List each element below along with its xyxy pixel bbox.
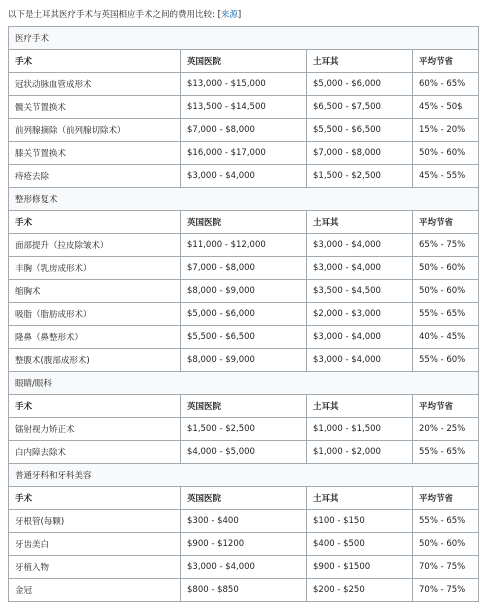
turkey-price-cell: $400 - $500 xyxy=(307,533,413,556)
procedure-cell: 痔疮去除 xyxy=(9,165,181,188)
procedure-cell: 髋关节置换术 xyxy=(9,96,181,119)
table-row xyxy=(9,142,479,165)
procedure-cell: 隆鼻（鼻整形术） xyxy=(9,326,181,349)
uk-price-cell: $900 - $1200 xyxy=(181,533,307,556)
turkey-price-cell: $2,000 - $3,000 xyxy=(307,303,413,326)
section-title: 普通牙科和牙科美容 xyxy=(9,464,479,487)
uk-price-cell: $3,000 - $4,000 xyxy=(181,556,307,579)
saving-cell: 55% - 65% xyxy=(413,303,479,326)
table-row xyxy=(9,556,479,579)
section-header-row xyxy=(9,27,479,50)
section-header-row xyxy=(9,372,479,395)
table-row xyxy=(9,280,479,303)
procedure-cell: 冠状动脉血管成形术 xyxy=(9,73,181,96)
header-average-saving: 平均节省 xyxy=(413,50,479,73)
header-uk-hospital: 英国医院 xyxy=(181,50,307,73)
table-row xyxy=(9,234,479,257)
header-turkey: 土耳其 xyxy=(307,50,413,73)
turkey-price-cell: $7,000 - $8,000 xyxy=(307,142,413,165)
turkey-price-cell: $6,500 - $7,500 xyxy=(307,96,413,119)
turkey-price-cell: $3,000 - $4,000 xyxy=(307,349,413,372)
saving-cell: 70% - 75% xyxy=(413,579,479,602)
intro-close-bracket: ] xyxy=(237,10,242,20)
procedure-cell: 整腹术(腹部成形术) xyxy=(9,349,181,372)
source-link[interactable]: 来源 xyxy=(220,10,238,20)
procedure-cell: 面部提升（拉皮除皱术） xyxy=(9,234,181,257)
table-row xyxy=(9,257,479,280)
saving-cell: 50% - 60% xyxy=(413,257,479,280)
procedure-cell: 牙植入物 xyxy=(9,556,181,579)
turkey-price-cell: $200 - $250 xyxy=(307,579,413,602)
turkey-price-cell: $3,500 - $4,500 xyxy=(307,280,413,303)
turkey-price-cell: $100 - $150 xyxy=(307,510,413,533)
section-title: 整形修复术 xyxy=(9,188,479,211)
uk-price-cell: $5,500 - $6,500 xyxy=(181,326,307,349)
column-header-row xyxy=(9,487,479,510)
uk-price-cell: $7,000 - $8,000 xyxy=(181,257,307,280)
turkey-price-cell: $5,500 - $6,500 xyxy=(307,119,413,142)
table-row xyxy=(9,73,479,96)
saving-cell: 45% - 55% xyxy=(413,165,479,188)
header-uk-hospital: 英国医院 xyxy=(181,487,307,510)
procedure-cell: 白内障去除术 xyxy=(9,441,181,464)
uk-price-cell: $7,000 - $8,000 xyxy=(181,119,307,142)
header-uk-hospital: 英国医院 xyxy=(181,211,307,234)
saving-cell: 70% - 75% xyxy=(413,556,479,579)
table-row xyxy=(9,119,479,142)
uk-price-cell: $800 - $850 xyxy=(181,579,307,602)
header-average-saving: 平均节省 xyxy=(413,395,479,418)
section-header-row xyxy=(9,464,479,487)
header-uk-hospital: 英国医院 xyxy=(181,395,307,418)
section-title: 医疗手术 xyxy=(9,27,479,50)
turkey-price-cell: $5,000 - $6,000 xyxy=(307,73,413,96)
table-row xyxy=(9,441,479,464)
header-turkey: 土耳其 xyxy=(307,211,413,234)
table-row xyxy=(9,349,479,372)
procedure-cell: 丰胸（乳房成形术） xyxy=(9,257,181,280)
saving-cell: 55% - 60% xyxy=(413,349,479,372)
turkey-price-cell: $1,500 - $2,500 xyxy=(307,165,413,188)
procedure-cell: 牙根管(每颗) xyxy=(9,510,181,533)
header-turkey: 土耳其 xyxy=(307,487,413,510)
procedure-cell: 膝关节置换术 xyxy=(9,142,181,165)
procedure-cell: 牙齿美白 xyxy=(9,533,181,556)
saving-cell: 40% - 45% xyxy=(413,326,479,349)
table-row xyxy=(9,533,479,556)
header-turkey: 土耳其 xyxy=(307,395,413,418)
header-procedure: 手术 xyxy=(9,395,181,418)
header-average-saving: 平均节省 xyxy=(413,211,479,234)
table-row xyxy=(9,165,479,188)
uk-price-cell: $3,000 - $4,000 xyxy=(181,165,307,188)
uk-price-cell: $13,500 - $14,500 xyxy=(181,96,307,119)
uk-price-cell: $11,000 - $12,000 xyxy=(181,234,307,257)
uk-price-cell: $16,000 - $17,000 xyxy=(181,142,307,165)
uk-price-cell: $8,000 - $9,000 xyxy=(181,349,307,372)
saving-cell: 50% - 60% xyxy=(413,142,479,165)
procedure-cell: 吸脂（脂肪成形术） xyxy=(9,303,181,326)
header-average-saving: 平均节省 xyxy=(413,487,479,510)
uk-price-cell: $4,000 - $5,000 xyxy=(181,441,307,464)
header-procedure: 手术 xyxy=(9,211,181,234)
procedure-cell: 缩胸术 xyxy=(9,280,181,303)
column-header-row xyxy=(9,211,479,234)
saving-cell: 65% - 75% xyxy=(413,234,479,257)
table-row xyxy=(9,510,479,533)
table-row xyxy=(9,303,479,326)
intro-line xyxy=(8,6,496,24)
procedure-cell: 镭射视力矫正术 xyxy=(9,418,181,441)
table-row xyxy=(9,579,479,602)
saving-cell: 50% - 60% xyxy=(413,280,479,303)
saving-cell: 60% - 65% xyxy=(413,73,479,96)
header-procedure: 手术 xyxy=(9,487,181,510)
cost-comparison-table xyxy=(8,26,479,602)
header-procedure: 手术 xyxy=(9,50,181,73)
uk-price-cell: $1,500 - $2,500 xyxy=(181,418,307,441)
saving-cell: 55% - 65% xyxy=(413,510,479,533)
turkey-price-cell: $1,000 - $1,500 xyxy=(307,418,413,441)
table-row xyxy=(9,96,479,119)
turkey-price-cell: $1,000 - $2,000 xyxy=(307,441,413,464)
procedure-cell: 金冠 xyxy=(9,579,181,602)
table-row xyxy=(9,418,479,441)
turkey-price-cell: $3,000 - $4,000 xyxy=(307,234,413,257)
uk-price-cell: $300 - $400 xyxy=(181,510,307,533)
saving-cell: 55% - 65% xyxy=(413,441,479,464)
procedure-cell: 前列腺摘除（前列腺切除术） xyxy=(9,119,181,142)
saving-cell: 50% - 60% xyxy=(413,533,479,556)
section-title: 眼睛/眼科 xyxy=(9,372,479,395)
uk-price-cell: $5,000 - $6,000 xyxy=(181,303,307,326)
column-header-row xyxy=(9,50,479,73)
table-row xyxy=(9,326,479,349)
section-header-row xyxy=(9,188,479,211)
column-header-row xyxy=(9,395,479,418)
table-body xyxy=(9,27,479,602)
saving-cell: 20% - 25% xyxy=(413,418,479,441)
turkey-price-cell: $3,000 - $4,000 xyxy=(307,326,413,349)
uk-price-cell: $13,000 - $15,000 xyxy=(181,73,307,96)
saving-cell: 45% - 50$ xyxy=(413,96,479,119)
saving-cell: 15% - 20% xyxy=(413,119,479,142)
uk-price-cell: $8,000 - $9,000 xyxy=(181,280,307,303)
turkey-price-cell: $900 - $1500 xyxy=(307,556,413,579)
turkey-price-cell: $3,000 - $4,000 xyxy=(307,257,413,280)
intro-text: 以下是土耳其医疗手术与英国相应手术之间的费用比较: [ xyxy=(8,10,221,20)
